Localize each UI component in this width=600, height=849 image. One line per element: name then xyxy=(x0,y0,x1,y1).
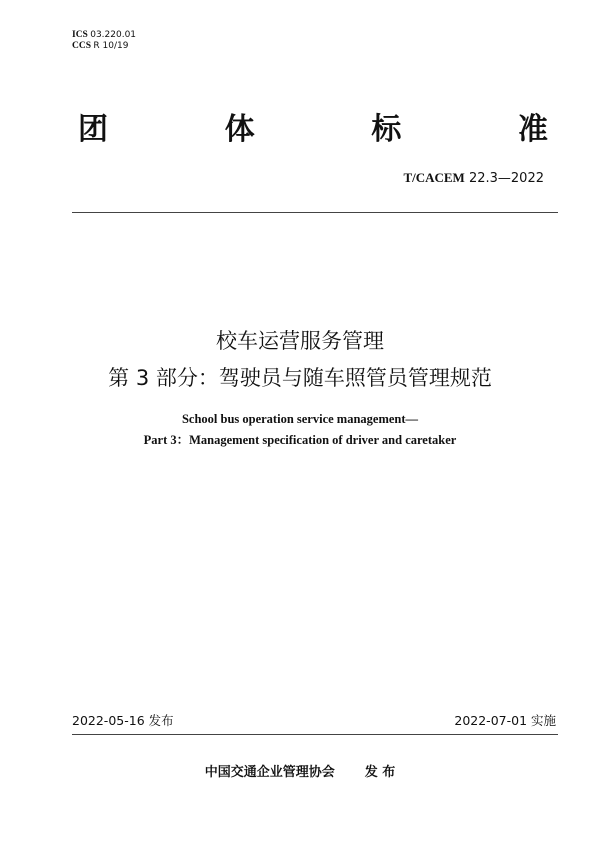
publisher-line xyxy=(0,764,600,782)
classification-codes xyxy=(72,30,136,52)
ics-code: ICS 03.220.01 xyxy=(72,30,137,40)
publish-date: 2022-05-16 发布 xyxy=(72,713,174,728)
standard-number: T/CACEM 22.3—2022 xyxy=(403,170,544,186)
title-en-line1: School bus operation service management— xyxy=(181,412,419,426)
title-cn-line1: 校车运营服务管理 xyxy=(216,329,384,353)
standard-type-char: 团 xyxy=(78,112,108,147)
top-divider xyxy=(72,212,558,213)
bottom-divider xyxy=(72,734,558,735)
implement-date: 2022-07-01 实施 xyxy=(454,713,556,728)
title-en-line2: Part 3：Management specification of driver and caretaker xyxy=(143,433,457,447)
standard-type-char: 标 xyxy=(371,112,402,147)
standard-type-char: 体 xyxy=(224,112,255,147)
title-cn-line2: 第 3 部分：驾驶员与随车照管员管理规范 xyxy=(108,366,492,390)
publisher-action: 发 布 xyxy=(364,765,396,780)
standard-type-char: 准 xyxy=(517,112,548,147)
standard-type-heading xyxy=(78,112,548,148)
ccs-code: CCS R 10/19 xyxy=(72,41,129,51)
publisher-name: 中国交通企业管理协会 xyxy=(204,765,335,780)
